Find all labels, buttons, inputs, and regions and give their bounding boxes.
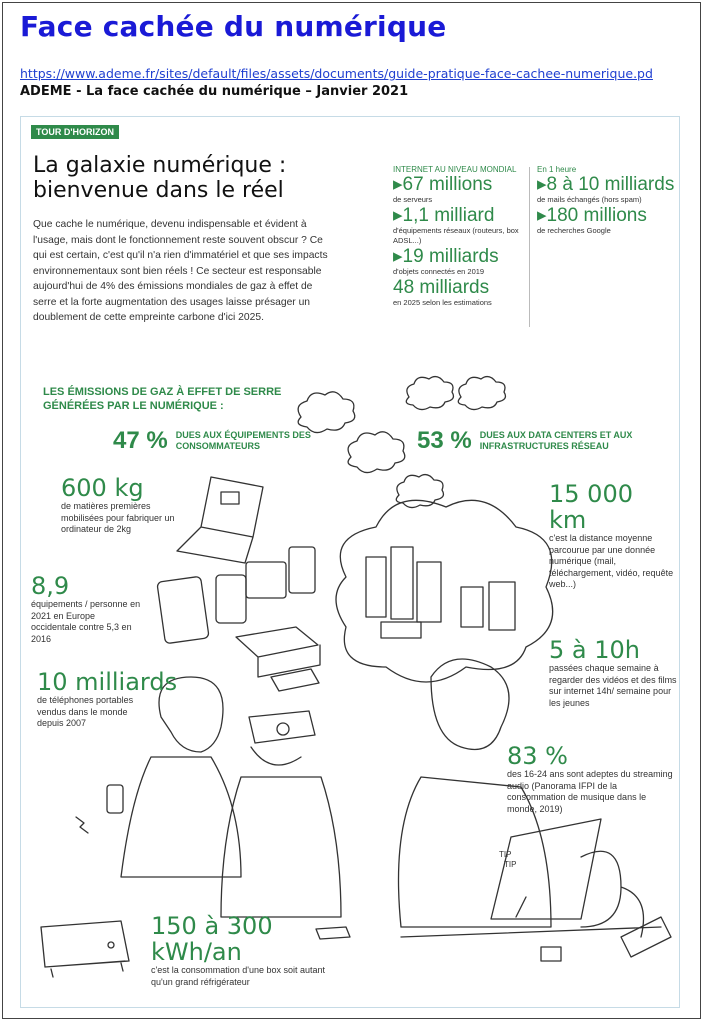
fact-label: c'est la consommation d'une box soit autant qu'un grand réfrigérateur (151, 965, 326, 987)
source-link[interactable]: https://www.ademe.fr/sites/default/files/assets/documents/guide-pratique-face-cachee-numerique.pd (20, 66, 653, 81)
server-icon (391, 547, 413, 619)
tablet-icon (157, 576, 209, 644)
world-stat-label: en 2025 selon les estimations (393, 298, 492, 307)
document-title: Face cachée du numérique (20, 10, 447, 43)
fact-data-distance (549, 481, 677, 591)
fact-value: 5 à 10h (549, 636, 640, 664)
fact-label: des 16-24 ans sont adeptes du streaming audio (Panorama IFPI de la consommation de musique dans le monde, 2019) (507, 769, 673, 814)
infographic-image (20, 116, 680, 1008)
hourly-stat-label: de recherches Google (537, 226, 611, 235)
datacenter-cloud-icon (336, 500, 553, 682)
fact-label: passées chaque semaine à regarder des vidéos et des films sur internet 14h/ semaine pour les jeunes (549, 663, 677, 708)
fact-phones-sold (37, 669, 197, 730)
smartphone-icon (107, 785, 123, 813)
fact-value: 10 milliards (37, 668, 178, 696)
hourly-stats-header: En 1 heure (537, 165, 577, 174)
speaker-icon (289, 547, 315, 593)
fact-box-consumption (151, 913, 341, 988)
server-icon (366, 557, 386, 617)
fact-raw-materials (61, 475, 191, 536)
fact-label: de matières premières mobilisées pour fabriquer un ordinateur de 2kg (61, 501, 175, 534)
server-icon (461, 587, 483, 627)
cloud-icon (458, 377, 505, 410)
fact-value: 150 à 300 kWh/an (151, 912, 273, 966)
cloud-icon (406, 377, 453, 410)
fact-video-hours (549, 637, 677, 709)
pct-datacenters-label: DUES AUX DATA CENTERS ET AUX INFRASTRUCTURES RÉSEAU (479, 430, 633, 451)
hourly-stat-value: ▸180 millions (537, 205, 647, 226)
cable-icon (581, 851, 644, 937)
vibration-icon (76, 817, 88, 833)
laptop-icon (491, 819, 601, 919)
device-icon (216, 575, 246, 623)
pct-devices-value: 47 % (113, 427, 168, 454)
world-stats-header: INTERNET AU NIVEAU MONDIAL (393, 165, 517, 174)
boy-figure (221, 747, 341, 917)
headline-line-1: La galaxie numérique : (33, 153, 287, 178)
pct-datacenters (417, 427, 670, 455)
hourly-stat-label: de mails échangés (hors spam) (537, 195, 642, 204)
world-stat-value: ▸1,1 milliard (393, 205, 495, 226)
world-stat-label: d'objets connectés en 2019 (393, 267, 485, 276)
pct-devices-label: DUES AUX ÉQUIPEMENTS DES CONSOMMATEURS (175, 430, 311, 451)
fact-value: 600 kg (61, 474, 144, 502)
world-stat-value: ▸19 milliards (393, 246, 499, 267)
hourly-stat-value: ▸8 à 10 milliards (537, 174, 675, 195)
power-strip-icon (621, 917, 671, 957)
headline (33, 153, 286, 203)
router-icon (381, 622, 421, 638)
fact-label: c'est la distance moyenne parcourue par une donnée numérique (mail, téléchargement, vidéo, requête web...) (549, 533, 674, 589)
camera-icon (246, 562, 286, 598)
fact-value: 83 % (507, 742, 568, 770)
printer-icon (236, 627, 320, 691)
pct-devices (113, 427, 326, 455)
pct-datacenters-value: 53 % (417, 427, 472, 454)
world-stat-value: 48 milliards (393, 277, 490, 298)
laptop-screen (221, 492, 239, 504)
hourly-stats (537, 165, 677, 236)
section-tag: TOUR D'HORIZON (31, 125, 119, 139)
headline-line-2: bienvenue dans le réel (33, 178, 284, 203)
fact-audio-streaming (507, 743, 677, 815)
document-subtitle: ADEME - La face cachée du numérique – Janvier 2021 (20, 84, 409, 99)
server-icon (417, 562, 441, 622)
tip-text: TIP (504, 860, 517, 869)
hard-drive-icon (541, 947, 561, 961)
emissions-title: LES ÉMISSIONS DE GAZ À EFFET DE SERRE GÉNÉRÉES PAR LE NUMÉRIQUE : (43, 386, 282, 412)
fact-label: de téléphones portables vendus dans le monde depuis 2007 (37, 695, 134, 728)
server-icon (489, 582, 515, 630)
world-stats (393, 165, 523, 308)
fact-value: 8,9 (31, 572, 70, 600)
world-stat-label: d'équipements réseaux (routeurs, box ADSL...) (393, 226, 519, 245)
vr-headset-icon (249, 711, 315, 743)
internet-box-icon (41, 921, 129, 977)
tip-text: TIP (499, 850, 512, 859)
fact-label: équipements / personne en 2021 en Europe occidentale contre 5,3 en 2016 (31, 599, 141, 644)
fact-devices-per-person (31, 573, 141, 645)
world-stat-value: ▸67 millions (393, 174, 493, 195)
world-stat-label: de serveurs (393, 195, 433, 204)
intro-paragraph: Que cache le numérique, devenu indispensable et évident à l'usage, mais dont le fonctionnement reste souvent obscur ? Ce qui est certain, c'est qu'il n'a rien d'immatériel et que ses impacts environnementaux sont bien réels ! Ce secteur est responsable aujourd'hui de 4% des émissions mondiales de gaz à effet de serre et la forte augmentation des usages laisse présager un doublement de cette empreinte carbone d'ici 2025. (33, 219, 328, 323)
stats-divider (529, 167, 530, 327)
cloud-icon (348, 432, 405, 473)
fact-value: 15 000 km (549, 480, 633, 534)
